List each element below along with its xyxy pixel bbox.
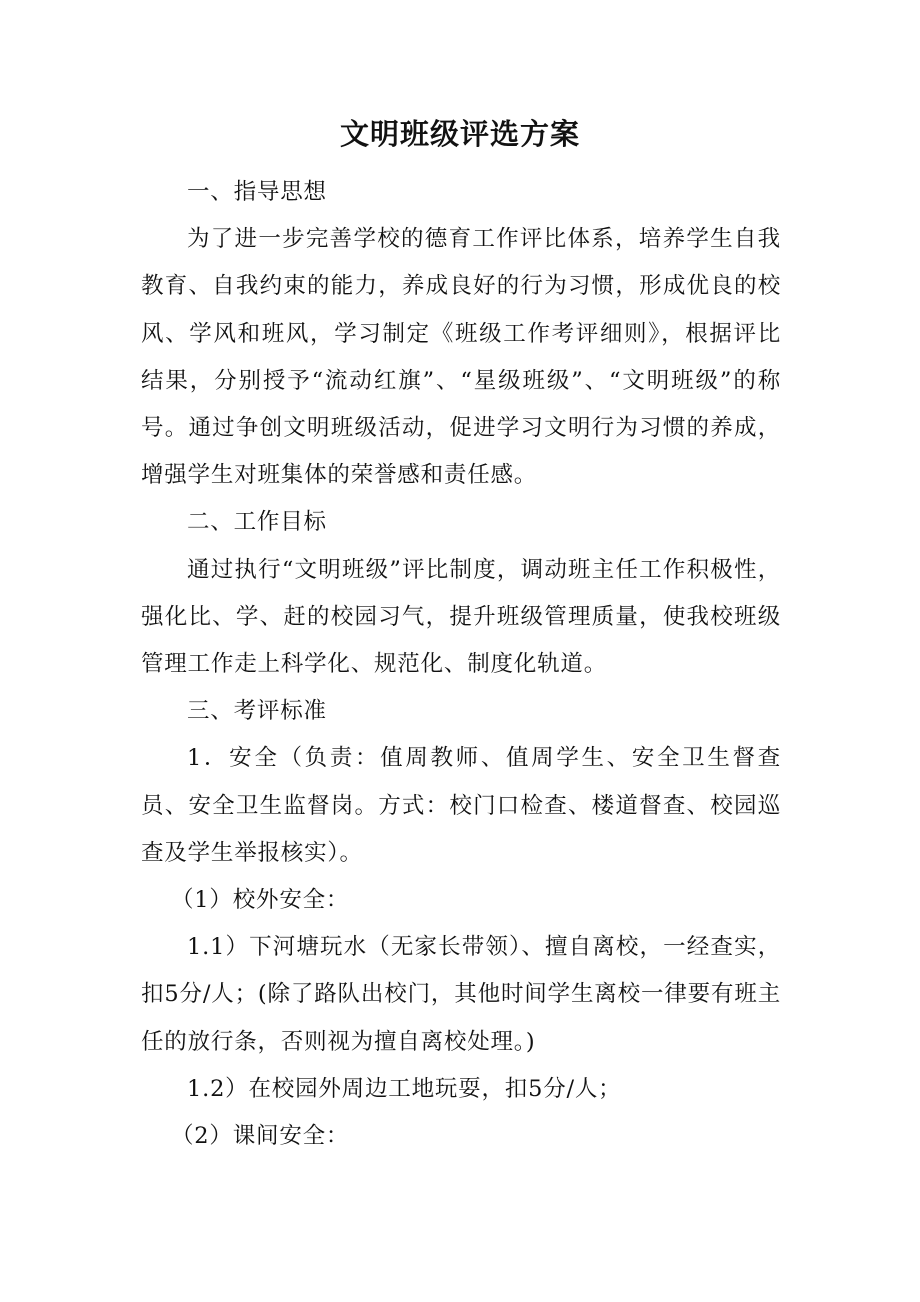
paragraph-work-goals: 通过执行“文明班级”评比制度，调动班主任工作积极性，强化比、学、赶的校园习气，提升班级管理质量，使我校班级管理工作走上科学化、规范化、制度化轨道。 [141,556,781,678]
paragraph-rule-1-1: 1.1）下河塘玩水（无家长带领）、擅自离校，一经查实，扣5分/人；(除了路队出校门，其他时间学生离校一律要有班主任的放行条，否则视为擅自离校处理。) [141,934,781,1055]
subheading-break-time-safety: （2）课间安全： [171,1123,350,1150]
paragraph-guiding-thought: 为了进一步完善学校的德育工作评比体系，培养学生自我教育、自我约束的能力，养成良好的行为习惯，形成优良的校风、学风和班风，学习制定《班级工作考评细则》，根据评比结果，分别授予“流动红旗”、“星级班级”、“文明班级”的称号。通过争创文明班级活动，促进学习文明行为习惯的养成，增强学生对班集体的荣誉感和责任感。 [141,226,781,489]
document-title: 文明班级评选方案 [339,117,580,151]
section-heading-guiding-thought: 一、指导思想 [187,179,327,205]
paragraph-safety-criteria: 1．安全（负责：值周教师、值周学生、安全卫生督查员、安全卫生监督岗。方式：校门口检查、楼道督查、校园巡查及学生举报核实）。 [141,745,781,866]
section-heading-work-goals: 二、工作目标 [187,509,327,536]
paragraph-rule-1-2: 1.2）在校园外周边工地玩耍，扣5分/人； [187,1075,622,1102]
subheading-off-campus-safety: （1）校外安全： [171,887,350,914]
section-heading-evaluation-criteria: 三、考评标准 [187,698,327,725]
document-body [141,169,781,1160]
